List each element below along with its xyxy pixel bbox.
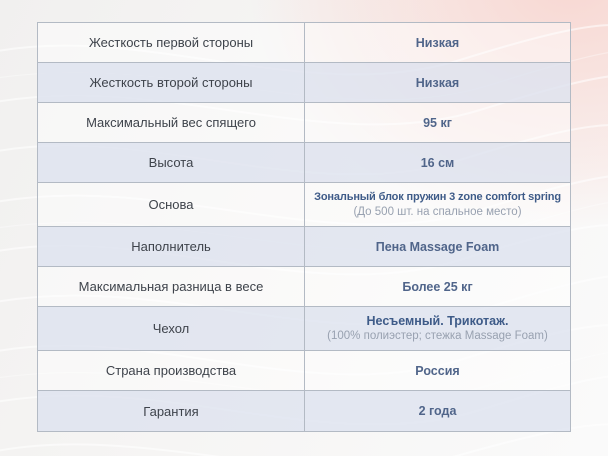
- spec-value: [305, 267, 570, 306]
- spec-value: [305, 63, 570, 102]
- spec-row: [38, 351, 570, 391]
- spec-value-text: Низкая: [415, 75, 460, 90]
- spec-label: Чехол: [38, 307, 305, 350]
- spec-label: Наполнитель: [38, 227, 305, 266]
- spec-value-text: Несъемный. Трикотаж.: [366, 314, 509, 328]
- spec-label: Жесткость первой стороны: [38, 23, 305, 62]
- spec-value-text: 95 кг: [423, 115, 452, 130]
- spec-label: Гарантия: [38, 391, 305, 431]
- spec-row: [38, 63, 570, 103]
- spec-value: [305, 23, 570, 62]
- spec-value-text: 16 см: [420, 155, 455, 170]
- spec-value-subtext: (100% полиэстер; стежка Massage Foam): [327, 330, 548, 342]
- spec-row: [38, 227, 570, 267]
- spec-label: Основа: [38, 183, 305, 226]
- spec-row: [38, 23, 570, 63]
- spec-row: [38, 267, 570, 307]
- spec-value-text: 2 года: [418, 404, 457, 418]
- spec-value: [305, 351, 570, 390]
- spec-label: Максимальный вес спящего: [38, 103, 305, 142]
- spec-row: [38, 391, 570, 431]
- spec-value: [305, 183, 570, 226]
- spec-label: Жесткость второй стороны: [38, 63, 305, 102]
- spec-row: [38, 143, 570, 183]
- spec-row: [38, 183, 570, 227]
- spec-value: [305, 227, 570, 266]
- specs-table: [37, 22, 571, 432]
- spec-value: [305, 143, 570, 182]
- spec-value-text: Зональный блок пружин 3 zone comfort spring: [314, 191, 561, 203]
- spec-value-text: Россия: [415, 363, 460, 378]
- spec-value-text: Низкая: [415, 35, 460, 50]
- spec-value-text: Пена Massage Foam: [375, 239, 500, 254]
- spec-value-text: Более 25 кг: [402, 279, 473, 294]
- spec-label: Высота: [38, 143, 305, 182]
- spec-label: Страна производства: [38, 351, 305, 390]
- spec-row: [38, 307, 570, 351]
- spec-value: [305, 307, 570, 350]
- spec-value-subtext: (До 500 шт. на спальное место): [353, 206, 522, 218]
- spec-label: Максимальная разница в весе: [38, 267, 305, 306]
- spec-row: [38, 103, 570, 143]
- spec-value: [305, 103, 570, 142]
- spec-value: [305, 391, 570, 431]
